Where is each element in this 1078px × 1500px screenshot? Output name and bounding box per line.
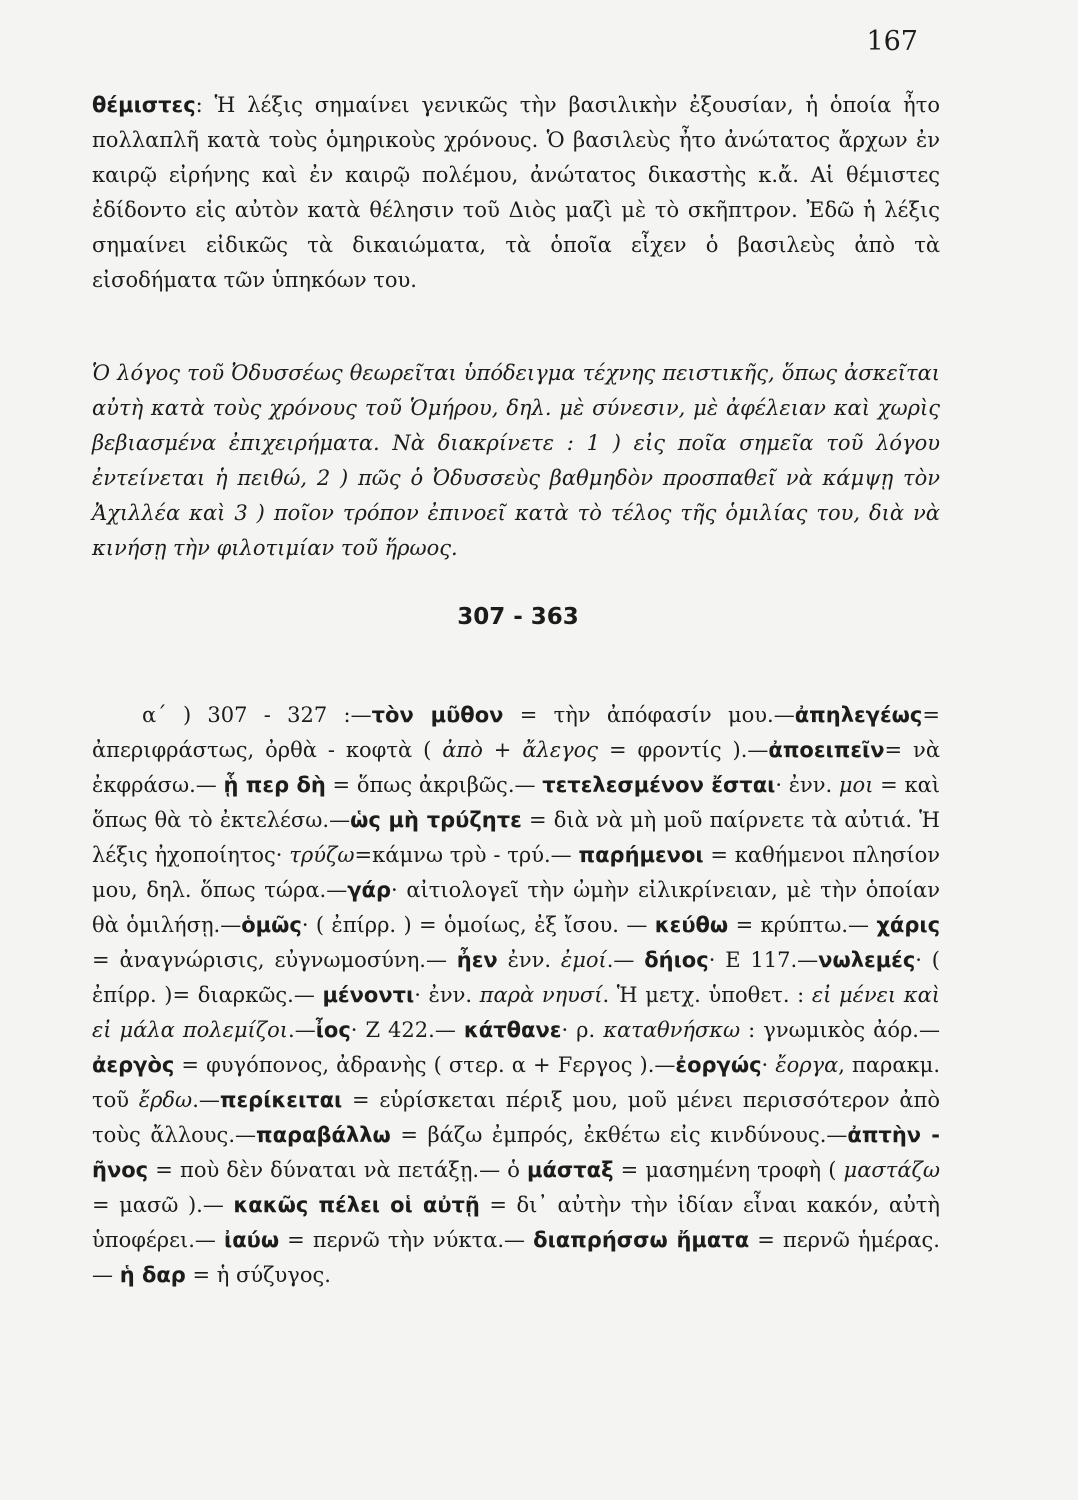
commentary-term: ὡς μὴ τρύζητε	[350, 808, 522, 832]
commentary-text: · αἰτιολογεῖ τὴν ὠμὴν εἰλικρίνειαν, μὲ τὴν ὁποίαν θὰ ὁμιλήσῃ.—	[92, 878, 940, 937]
commentary-term: ἀεργὸς	[92, 1053, 175, 1077]
commentary-text: ἐνν.	[497, 948, 561, 972]
commentary-term: ἐοργώς	[675, 1053, 762, 1077]
note-lemma: θέμιστες	[92, 93, 196, 117]
commentary-text: : γνωμικὸς ἀόρ.—	[740, 1018, 940, 1042]
commentary-italic: ἔρδω	[138, 1088, 193, 1112]
commentary-term: ἦεν	[456, 948, 498, 972]
commentary-text: · Ε 117.—	[708, 948, 819, 972]
commentary-term: δήιος	[644, 948, 709, 972]
commentary-term: ἀπηλεγέως	[794, 703, 923, 727]
commentary-text: = περνῶ ἡμέρας.—	[92, 1228, 940, 1287]
commentary-term: μάσταξ	[527, 1158, 614, 1182]
commentary-text: = εὑρίσκεται πέριξ μου, μοῦ μένει περισσότερον ἀπὸ τοὺς ἄλλους.—	[92, 1088, 940, 1147]
commentary-term: γάρ	[347, 878, 391, 902]
commentary-italic: μοι	[838, 773, 874, 797]
commentary-term: χάρις	[876, 913, 941, 937]
commentary-term: διαπρήσσω ἤματα	[533, 1228, 750, 1252]
commentary-term: ἡ δαρ	[119, 1263, 186, 1287]
commentary-text: = ὅπως ἀκριβῶς.—	[325, 773, 543, 797]
commentary-text: · ( ἐπίρρ. ) = ὁμοίως, ἐξ ἴσου. —	[301, 913, 655, 937]
commentary-term: ἶος	[315, 1018, 351, 1042]
commentary-term: περίκειται	[219, 1088, 343, 1112]
commentary-text: = ἡ σύζυγος.	[185, 1263, 331, 1287]
commentary-italic: ἐμοί	[560, 948, 607, 972]
commentary-italic: ἀπὸ + ἄλεγος	[442, 738, 599, 762]
commentary-term: παρήμενοι	[578, 843, 704, 867]
commentary-text: = μασῶ ).—	[92, 1193, 234, 1217]
commentary-term: τετελεσμένον ἔσται	[542, 773, 776, 797]
commentary-term: ἰαύω	[224, 1228, 280, 1252]
commentary-text: = μασημένη τροφὴ (	[613, 1158, 844, 1182]
commentary-term: μένοντι	[322, 983, 415, 1007]
commentary-term: τὸν μῦθον	[371, 703, 504, 727]
commentary-italic: παρὰ νηυσί	[479, 983, 603, 1007]
commentary-text: = ἀπεριφράστως, ὀρθὰ - κοφτὰ (	[92, 703, 940, 762]
commentary-text: · ρ.	[561, 1018, 604, 1042]
commentary-text: = δι᾽ αὐτὴν τὴν ἰδίαν εἶναι κακόν, αὐτὴ ὑποφέρει.—	[92, 1193, 940, 1252]
commentary-term: κεύθω	[654, 913, 729, 937]
commentary-text: · Ζ 422.—	[350, 1018, 464, 1042]
commentary-term: ᾗ περ δὴ	[223, 773, 326, 797]
commentary-text: = ἀναγνώρισις, εὐγνωμοσύνη.—	[92, 948, 457, 972]
commentary-text: = ποὺ δὲν δύναται νὰ πετάξῃ.— ὁ	[148, 1158, 528, 1182]
commentary-italic: εἰ μένει καὶ εἰ μάλα πολεμίζοι	[92, 983, 940, 1042]
commentary-term: ἀποειπεῖν	[768, 738, 885, 762]
commentary-text: = φυγόπονος, ἀδρανὴς ( στερ. α + Fεργος ).—	[174, 1053, 676, 1077]
note-odysseus-speech: Ὁ λόγος τοῦ Ὀδυσσέως θεωρεῖται ὑπόδειγμα τέχνης πειστικῆς, ὅπως ἀσκεῖται αὐτὴ κατὰ τοὺς χρόνους τοῦ Ὁμήρου, δηλ. μὲ σύνεσιν, μὲ ἀφέλειαν καὶ χωρὶς βεβιασμένα ἐπιχειρήματα. Νὰ διακρίνετε : 1 ) εἰς ποῖα σημεῖα τοῦ λόγου ἐντείνεται ἡ πειθώ, 2 ) πῶς ὁ Ὀδυσσεὺς βαθμηδὸν προσπαθεῖ νὰ κάμψῃ τὸν Ἀχιλλέα καὶ 3 ) ποῖον τρόπον ἐπινοεῖ κατὰ τὸ τέλος τῆς ὁμιλίας του, διὰ νὰ κινήσῃ τὴν φιλοτιμίαν τοῦ ἥρωος.	[92, 361, 940, 560]
commentary-term: παραβάλλω	[256, 1123, 391, 1147]
commentary-paragraph	[92, 698, 940, 1293]
note-text: : Ἡ λέξις σημαίνει γενικῶς τὴν βασιλικὴν ἐξουσίαν, ἡ ὁποία ἦτο πολλαπλῆ κατὰ τοὺς ὁμηρικοὺς χρόνους. Ὁ βασιλεὺς ἦτο ἀνώτατος ἄρχων ἐν καιρῷ εἰρήνης καὶ ἐν καιρῷ πολέμου, ἀνώτατος δικαστὴς κ.ἄ. Αἱ θέμιστες ἐδίδοντο εἰς αὐτὸν κατὰ θέλησιν τοῦ Διὸς μαζὶ μὲ τὸ σκῆπτρον. Ἐδῶ ἡ λέξις σημαίνει εἰδικῶς τὰ δικαιώματα, τὰ ὁποῖα εἶχεν ὁ βασιλεὺς ἀπὸ τὰ εἰσοδήματα τῶν ὑπηκόων του.	[92, 93, 940, 292]
commentary-text: = βάζω ἐμπρός, ἐκθέτω εἰς κινδύνους.—	[390, 1123, 848, 1147]
commentary-text: = περνῶ τὴν νύκτα.—	[279, 1228, 534, 1252]
commentary-text: =κάμνω τρὺ - τρύ.—	[354, 843, 579, 867]
commentary-text: = φροντίς ).—	[598, 738, 769, 762]
commentary-text: α΄ ) 307 - 327 :—	[142, 703, 372, 727]
commentary-italic: καταθνήσκω	[603, 1018, 741, 1042]
commentary-text: .—	[192, 1088, 220, 1112]
commentary-italic: μαστάζω	[843, 1158, 941, 1182]
commentary-italic: ἔοργα	[775, 1053, 839, 1077]
commentary-term: κάτθανε	[463, 1018, 562, 1042]
commentary-text: · ( ἐπίρρ. )= διαρκῶς.—	[92, 948, 940, 1007]
commentary-text: , παρακμ. τοῦ	[92, 1053, 940, 1112]
commentary-text: = καὶ ὅπως θὰ τὸ ἐκτελέσω.—	[92, 773, 940, 832]
commentary-italic: τρύζω	[289, 843, 355, 867]
commentary-text: · ἐνν.	[414, 983, 480, 1007]
page-number: 167	[866, 26, 918, 57]
commentary-term: νωλεμές	[818, 948, 916, 972]
commentary-term: ἀπτὴν - ῆνος	[92, 1123, 940, 1182]
commentary-text: = καθήμενοι πλησίον μου, δηλ. ὅπως τώρα.—	[92, 843, 940, 902]
commentary-text: · ἐνν.	[775, 773, 839, 797]
commentary-term: ὁμῶς	[241, 913, 302, 937]
commentary-text: = τὴν ἀπόφασίν μου.—	[503, 703, 795, 727]
note-themistes	[92, 88, 940, 298]
section-heading: 307 - 363	[457, 604, 579, 630]
commentary-text: . Ἡ μετχ. ὑποθετ. :	[602, 983, 812, 1007]
commentary-text: .—	[288, 1018, 316, 1042]
commentary-text: = διὰ νὰ μὴ μοῦ παίρνετε τὰ αὐτιά. Ἡ λέξις ἠχοποίητος·	[92, 808, 941, 867]
commentary-text: = κρύπτω.—	[728, 913, 877, 937]
commentary-text: ·	[761, 1053, 776, 1077]
commentary-text: .—	[606, 948, 645, 972]
commentary-term: κακῶς πέλει οἱ αὐτῇ	[233, 1193, 480, 1217]
commentary-text: = νὰ ἐκφράσω.—	[92, 738, 941, 797]
